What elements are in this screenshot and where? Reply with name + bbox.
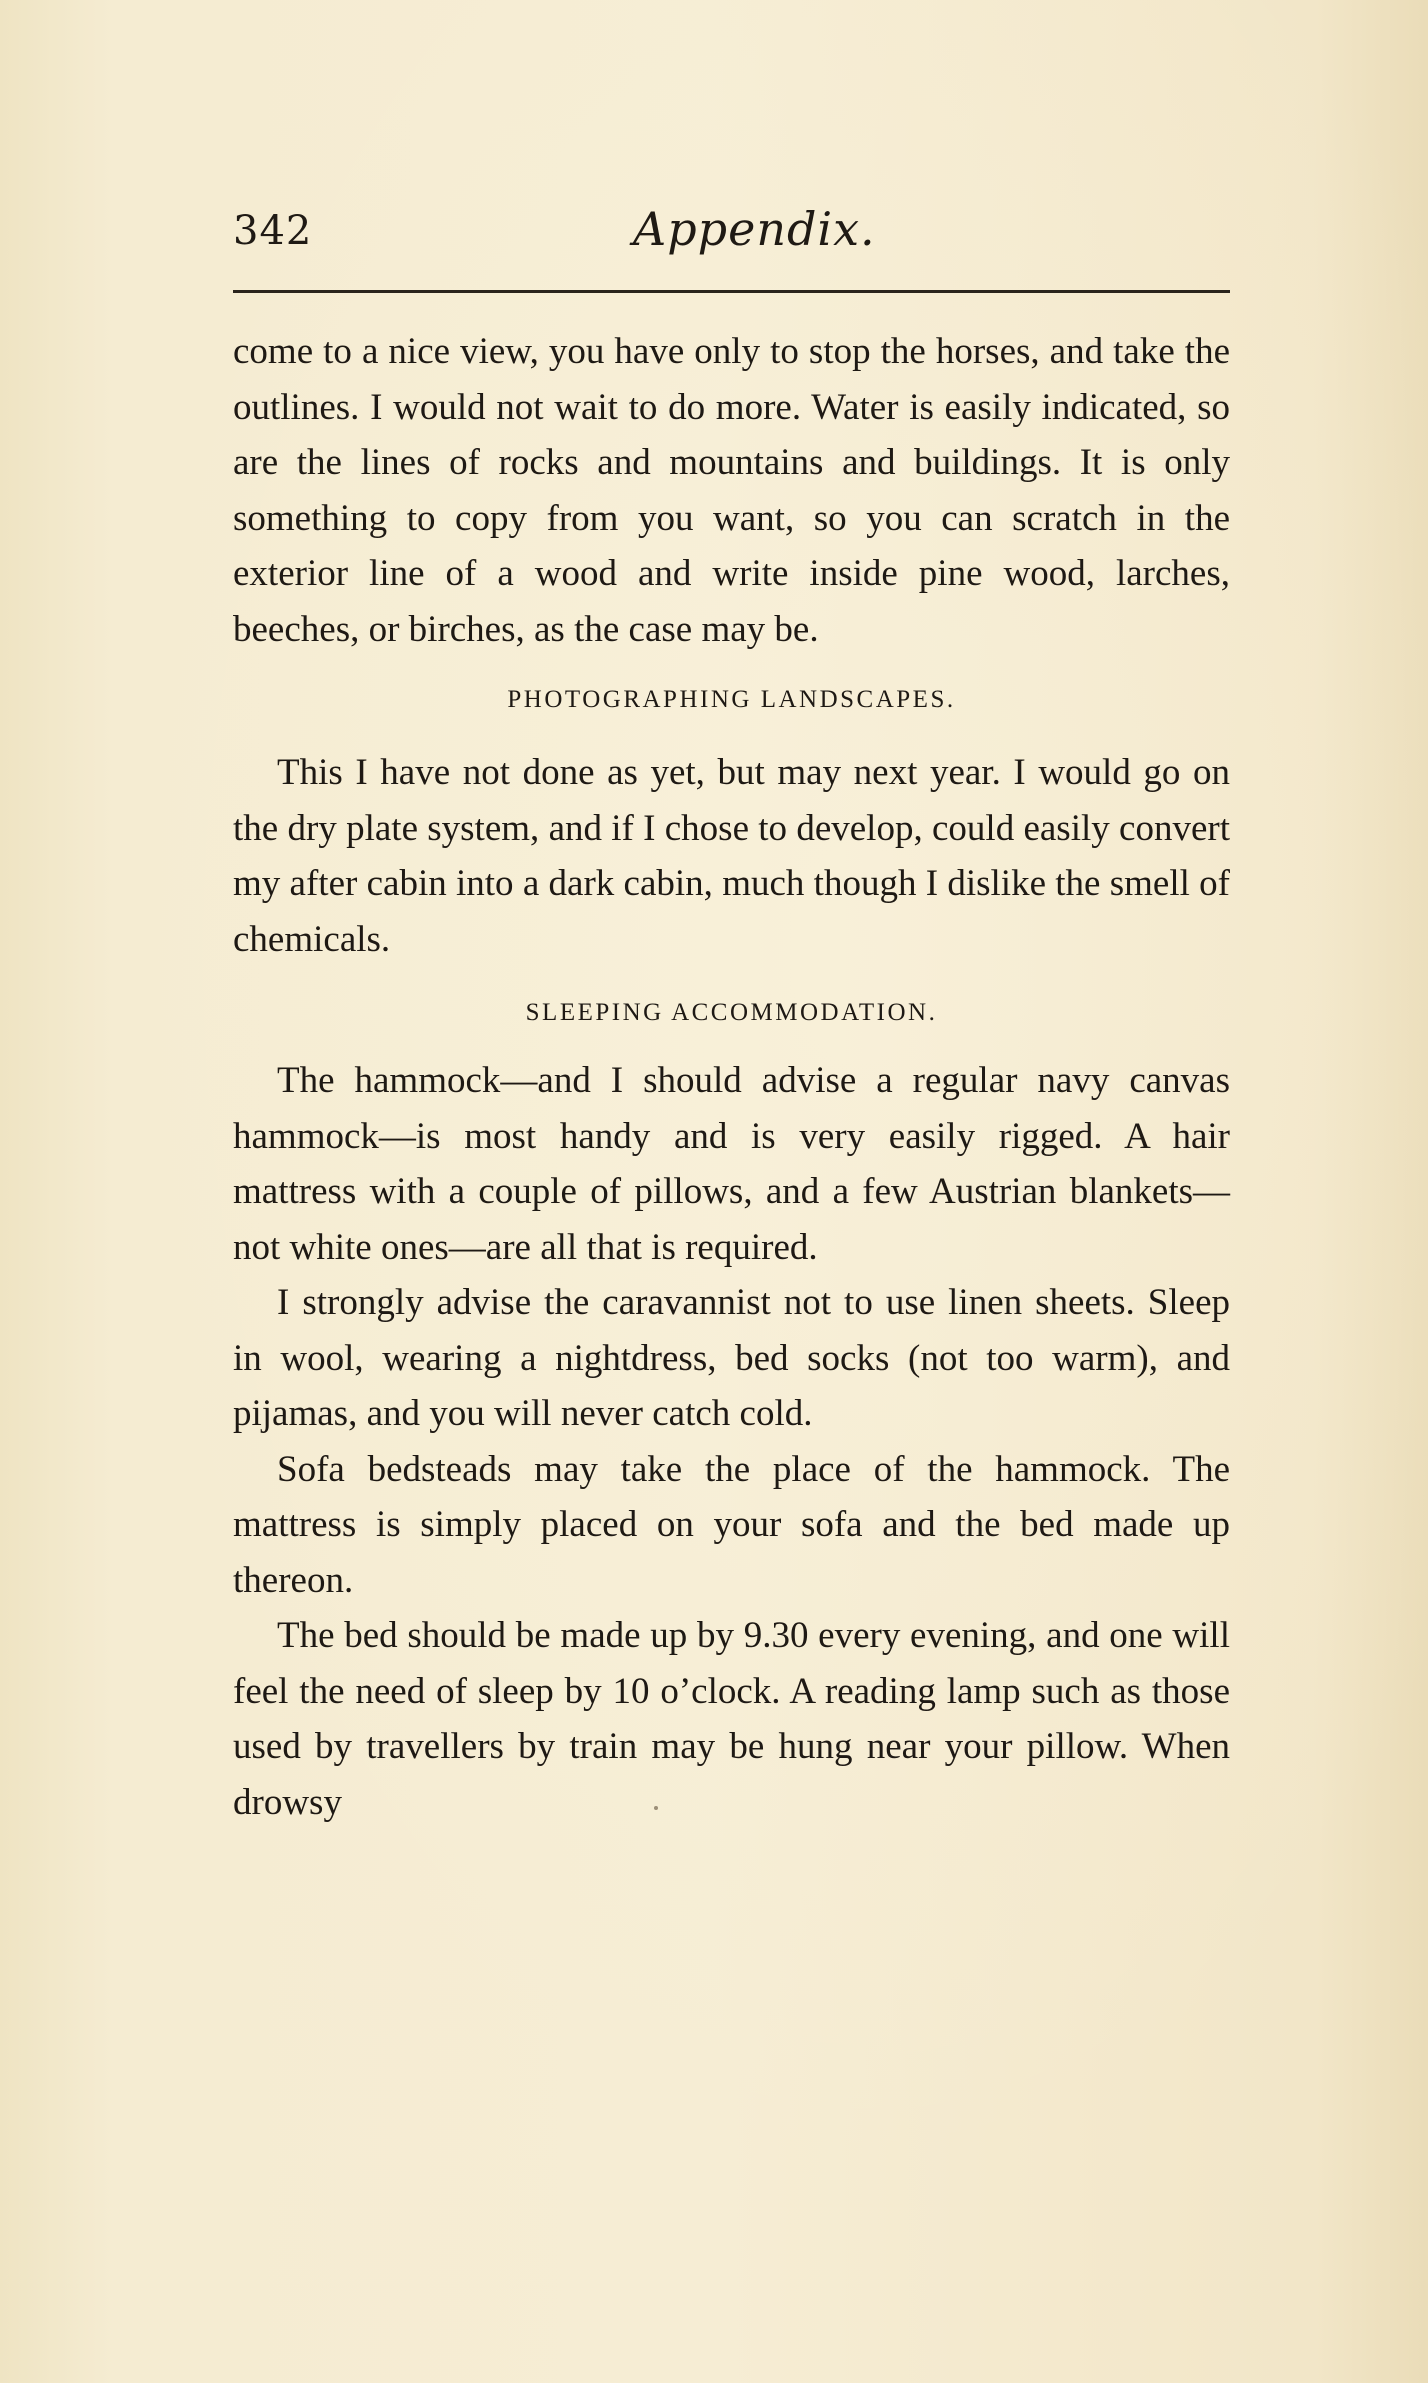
- paragraph-bed-time: The bed should be made up by 9.30 every evening, and one will feel the need of sleep by 10 o’clock. A reading lamp such as those used by travellers by train may be hung near your pillow. When drowsy: [233, 1615, 1230, 1823]
- paragraph-hammock: The hammock—and I should advise a regular navy canvas hammock—is most handy and is very easily rigged. A hair mattress with a couple of pillows, and a few Austrian blankets—not white ones—are all that is required.: [233, 1060, 1230, 1268]
- section-heading-photographing: PHOTOGRAPHING LANDSCAPES.: [507, 686, 956, 713]
- section-heading-sleeping: SLEEPING ACCOMMODATION.: [525, 999, 938, 1026]
- paragraph-continuation: come to a nice view, you have only to stop the horses, and take the outlines. I would not wait to do more. Water is easily indicated, so are the lines of rocks and mountains and buildings. It is only something to copy from you want, so you can scratch in the exterior line of a wood and write inside pine wood, larches, beeches, or birches, as the case may be.: [233, 331, 1230, 650]
- page-body: [233, 324, 1230, 1830]
- paper-speck: [654, 1806, 658, 1810]
- page-header: [233, 202, 1233, 278]
- page-number: 342: [233, 208, 313, 254]
- paragraph-sofa-bedsteads: Sofa bedsteads may take the place of the hammock. The mattress is simply placed on your sofa and the bed made up thereon.: [233, 1448, 1230, 1601]
- running-title: Appendix.: [633, 202, 876, 256]
- paragraph-photographing: This I have not done as yet, but may next year. I would go on the dry plate system, and if I chose to develop, could easily convert my after cabin into a dark cabin, much though I dislike the smell of chemicals.: [233, 752, 1230, 960]
- paragraph-sheets: I strongly advise the caravannist not to use linen sheets. Sleep in wool, wearing a nightdress, bed socks (not too warm), and pijamas, and you will never catch cold.: [233, 1282, 1230, 1434]
- header-rule: [233, 290, 1230, 293]
